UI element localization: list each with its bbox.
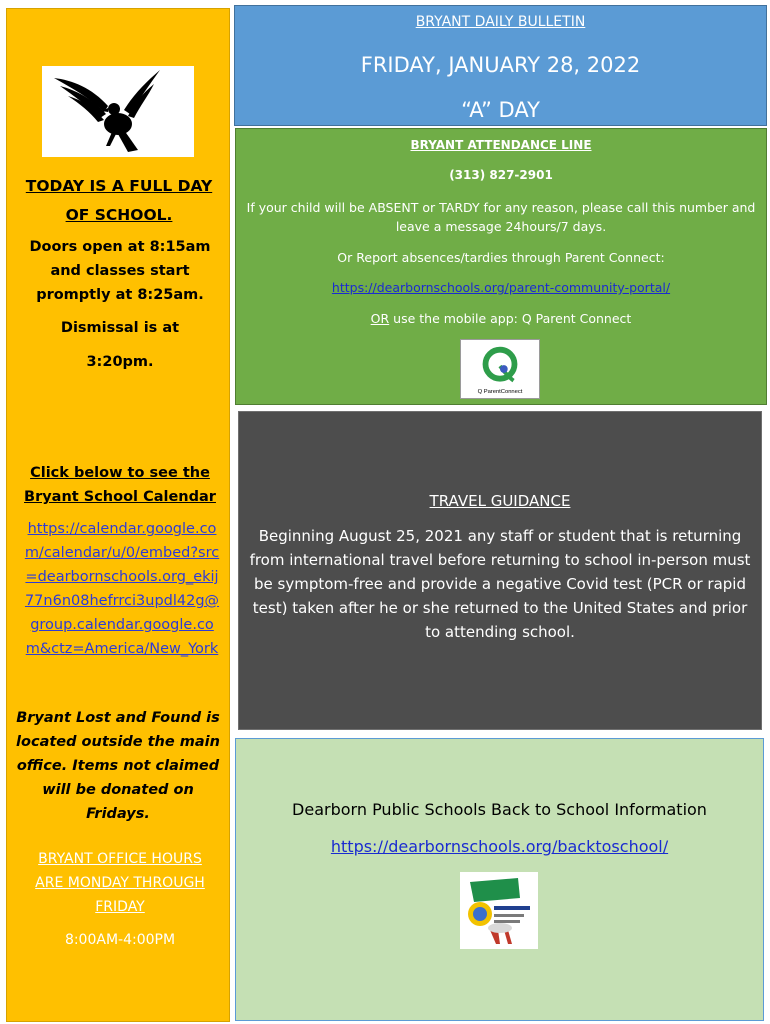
travel-guidance-panel [238, 411, 762, 730]
q-parent-connect-caption: Q ParentConnect [477, 389, 523, 396]
travel-guidance-title: TRAVEL GUIDANCE [429, 492, 571, 510]
day-type: “A” DAY [461, 98, 540, 122]
dismissal-label: Dismissal is at [60, 320, 180, 336]
back-to-school-panel [235, 738, 764, 1021]
eagle-logo-icon [42, 66, 194, 157]
back-to-school-link[interactable]: https://dearbornschools.org/backtoschool/ [330, 837, 669, 856]
attendance-title: BRYANT ATTENDANCE LINE [410, 138, 592, 152]
bulletin-date: FRIDAY, JANUARY 28, 2022 [360, 53, 641, 77]
travel-guidance-body: Beginning August 25, 2021 any staff or student that is returning from international travel before returning to school in-person must be symptom-free and provide a negative Covid test (PCR or rapid test) taken after he or she returned to the United States and prior to attending school. [249, 527, 751, 641]
calendar-link[interactable]: https://calendar.google.com/calendar/u/0/embed?src=dearbornschools.org_ekij77n6n08hefrrci3updl42g@group.calendar.google.com&ctz=America/New_York [24, 521, 220, 657]
dismissal-time: 3:20pm. [86, 354, 154, 370]
doors-open-text: Doors open at 8:15am and classes start promptly at 8:25am. [29, 239, 211, 303]
attendance-report-text: Or Report absences/tardies through Parent Connect: [337, 250, 665, 265]
dearborn-students-first-logo-icon [460, 872, 538, 949]
bulletin-title: BRYANT DAILY BULLETIN [415, 14, 586, 30]
mobile-app-label: use the mobile app: Q Parent Connect [389, 311, 632, 326]
bulletin-header [234, 5, 767, 126]
back-to-school-title: Dearborn Public Schools Back to School Information [292, 800, 707, 819]
attendance-panel [235, 128, 767, 405]
attendance-phone: (313) 827-2901 [449, 168, 553, 182]
attendance-instructions: If your child will be ABSENT or TARDY for any reason, please call this number and leave a message 24hours/7 days. [246, 200, 756, 234]
lost-and-found-notice: Bryant Lost and Found is located outside the main office. Items not claimed will be donated on Fridays. [16, 710, 220, 822]
office-hours-heading: BRYANT OFFICE HOURS ARE MONDAY THROUGH FRIDAY [35, 851, 205, 915]
q-parent-connect-logo-icon [460, 339, 540, 399]
full-day-notice: TODAY IS A FULL DAY OF SCHOOL. [25, 177, 213, 224]
calendar-heading: Click below to see the Bryant School Calendar [24, 465, 216, 505]
mobile-app-text [236, 311, 766, 326]
or-label: OR [370, 311, 390, 326]
parent-portal-link[interactable]: https://dearbornschools.org/parent-community-portal/ [331, 280, 671, 295]
office-hours-time: 8:00AM-4:00PM [64, 932, 176, 948]
